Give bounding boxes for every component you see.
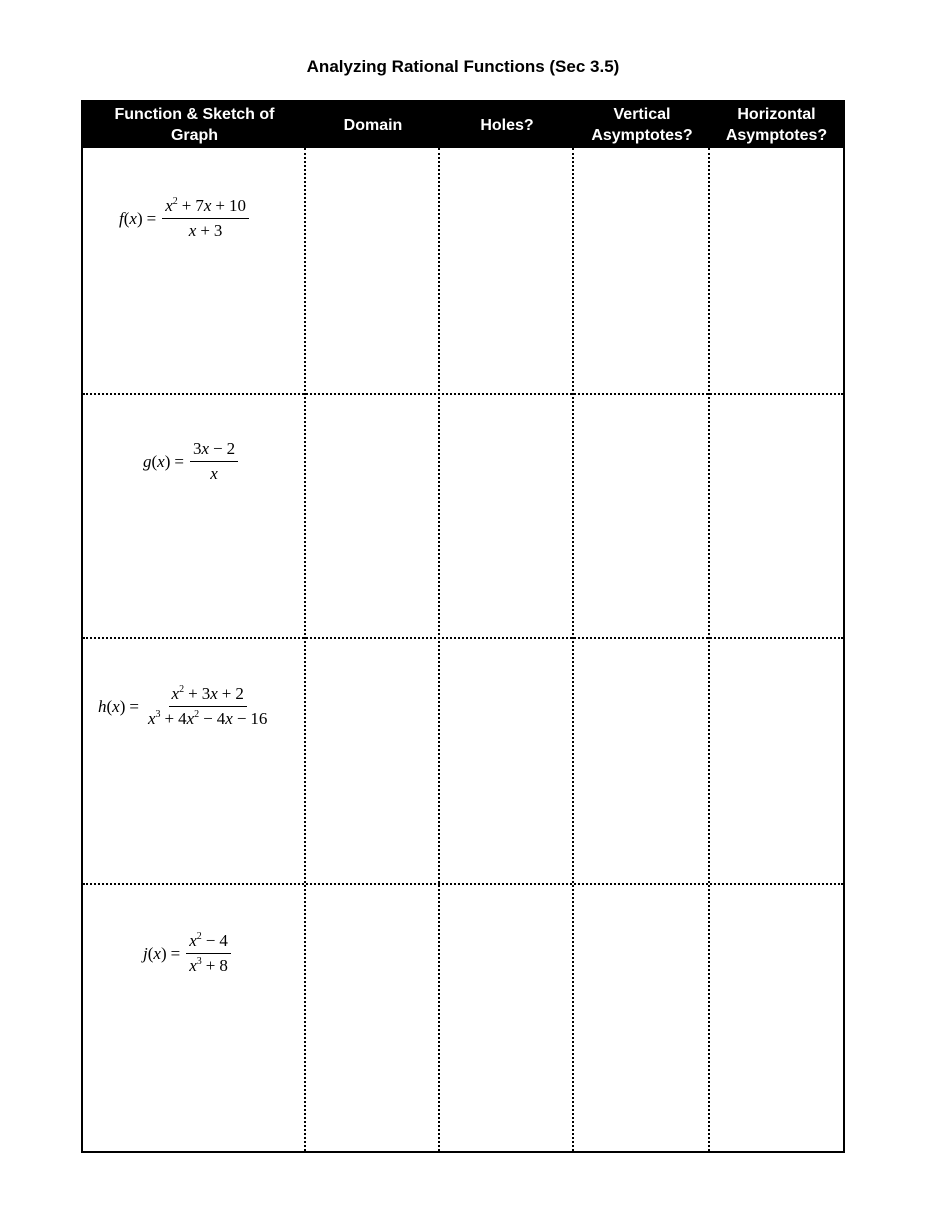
row-divider xyxy=(83,637,843,639)
function-name: g xyxy=(143,451,152,471)
function-var: x xyxy=(112,696,120,716)
function-g: g(x) = $\frac{3x - 2}{x}$ xyxy=(143,439,238,484)
worksheet-table xyxy=(81,100,845,1153)
row-divider xyxy=(83,883,843,885)
function-h-fraction xyxy=(145,684,270,729)
function-h-numerator: $x^2 + 3x + 2$ xyxy=(169,684,247,707)
function-var: x xyxy=(129,208,137,228)
header-function-sketch: Function & Sketch of Graph xyxy=(114,106,275,144)
row-divider xyxy=(83,393,843,395)
header-domain: Domain xyxy=(343,116,403,134)
function-name: h xyxy=(98,696,107,716)
function-h-denominator: $x^3 + 4x^2 - 4x - 16$ xyxy=(147,709,268,728)
function-g-fraction xyxy=(190,439,238,484)
table-header xyxy=(83,102,843,148)
function-f: f(x) = $\frac{x^2 + 7x + 10}{x + 3}$ xyxy=(119,196,249,241)
function-g-numerator: 3x − 2 xyxy=(190,439,238,462)
function-j-denominator: $x^3 + 8$ xyxy=(189,956,228,975)
function-f-fraction xyxy=(162,196,249,241)
function-j-fraction xyxy=(186,931,231,976)
header-vertical-asymptotes: Vertical Asymptotes? xyxy=(591,106,693,144)
function-f-lhs: f(x) xyxy=(119,208,143,228)
function-f-denominator: x + 3 xyxy=(188,221,223,240)
column-divider xyxy=(438,148,440,1151)
column-divider xyxy=(708,148,710,1151)
column-divider xyxy=(304,148,306,1151)
function-j-lhs: j(x) xyxy=(143,943,167,963)
function-name: j xyxy=(143,943,148,963)
function-name: f xyxy=(119,208,124,228)
page-title: Analyzing Rational Functions (Sec 3.5) xyxy=(306,57,620,76)
function-h-lhs: h(x) xyxy=(98,696,126,716)
function-var: x xyxy=(153,943,161,963)
header-horizontal-asymptotes: Horizontal Asymptotes? xyxy=(725,106,828,144)
column-divider xyxy=(572,148,574,1151)
function-g-denominator: x xyxy=(210,464,218,483)
function-var: x xyxy=(157,451,165,471)
function-j-numerator: $x^2 - 4$ xyxy=(186,931,231,954)
function-h: h(x) = $\frac{x^2 + 3x + 2}{x^3 + 4x^2 - 4x - 16}$ xyxy=(98,684,270,729)
table-body xyxy=(83,148,843,1151)
header-holes: Holes? xyxy=(480,116,534,134)
function-j: j(x) = $\frac{x^2 - 4}{x^3 + 8}$ xyxy=(143,931,231,976)
function-g-lhs: g(x) xyxy=(143,451,171,471)
function-f-numerator: $x^2 + 7x + 10$ xyxy=(162,196,249,219)
